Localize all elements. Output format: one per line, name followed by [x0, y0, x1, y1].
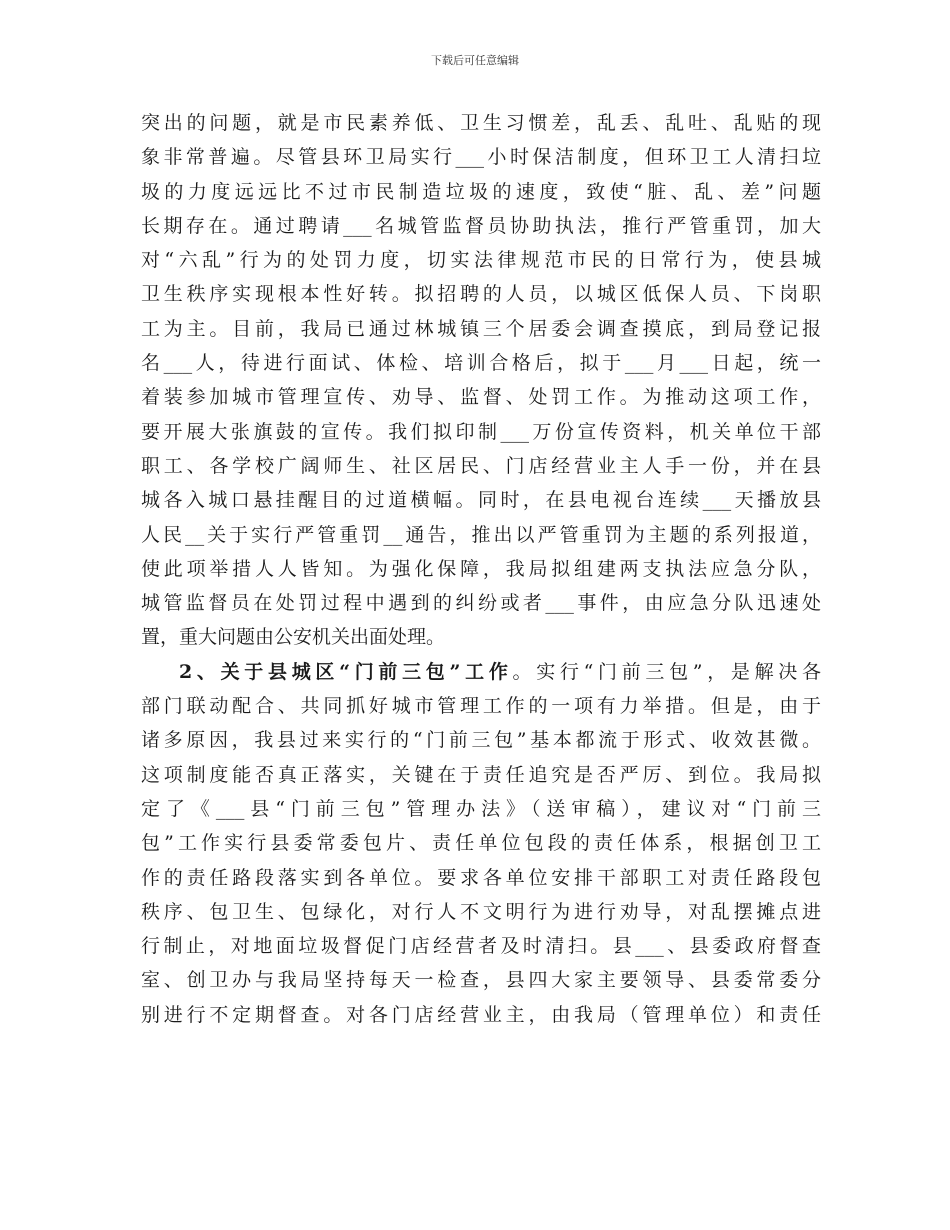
text-line: 要开展大张旗鼓的宣传。我们拟印制___万份宣传资料，机关单位干部 [141, 420, 821, 443]
text-line: 象非常普遍。尽管县环卫局实行___小时保洁制度，但环卫工人清扫垃 [141, 146, 821, 169]
text-line: 诸多原因，我县过来实行的“门前三包”基本都流于形式、收效甚微。 [141, 729, 821, 752]
text-line: 行制止，对地面垃圾督促门店经营者及时清扫。县___、县委政府督查 [141, 935, 821, 958]
text-line: 圾的力度远远比不过市民制造垃圾的速度，致使“脏、乱、差”问题 [141, 180, 821, 203]
text-line: 秩序、包卫生、包绿化，对行人不文明行为进行劝导，对乱摆摊点进 [141, 900, 821, 923]
text-line: 职工、各学校广阔师生、社区居民、门店经营业主人手一份，并在县 [141, 454, 821, 477]
text-line: 名___人，待进行面试、体检、培训合格后，拟于___月___日起，统一 [141, 352, 821, 375]
text-line: 城各入城口悬挂醒目的过道横幅。同时，在县电视台连续___天播放县 [141, 489, 821, 512]
text-span: 。实行“门前三包”，是解决各 [512, 660, 821, 683]
text-line: 城管监督员在处罚过程中遇到的纠纷或者___事件，由应急分队迅速处 [141, 592, 821, 615]
document-body [141, 106, 821, 1032]
text-line: 人民__关于实行严管重罚__通告，推出以严管重罚为主题的系列报道， [141, 523, 821, 546]
text-line: 突出的问题，就是市民素养低、卫生习惯差，乱丢、乱吐、乱贴的现 [141, 112, 821, 134]
text-line: 使此项举措人人皆知。为强化保障，我局拟组建两支执法应急分队， [141, 557, 821, 580]
text-line: 置，重大问题由公安机关出面处理。 [141, 626, 446, 649]
section-heading: 2、关于县城区“门前三包”工作 [179, 660, 513, 683]
text-line: 部门联动配合、共同抓好城市管理工作的一项有力举措。但是，由于 [141, 695, 821, 718]
text-line: 工为主。目前，我局已通过林城镇三个居委会调查摸底，到局登记报 [141, 317, 821, 340]
text-line: 长期存在。通过聘请___名城管监督员协助执法，推行严管重罚，加大 [141, 214, 821, 237]
text-line: 这项制度能否真正落实，关键在于责任追究是否严厉、到位。我局拟 [141, 763, 821, 786]
text-line: 着装参加城市管理宣传、劝导、监督、处罚工作。为推动这项工作， [141, 386, 821, 409]
paragraph-1 [141, 106, 821, 655]
text-line: 包”工作实行县委常委包片、责任单位包段的责任体系，根据创卫工 [141, 832, 821, 855]
text-line [141, 655, 821, 689]
paragraph-2 [141, 655, 821, 1032]
page-header: 下载后可任意编辑 [431, 54, 519, 67]
text-line: 作的责任路段落实到各单位。要求各单位安排干部职工对责任路段包 [141, 866, 821, 889]
text-line: 对“六乱”行为的处罚力度，切实法律规范市民的日常行为，使县城 [141, 249, 821, 272]
text-line: 别进行不定期督查。对各门店经营业主，由我局（管理单位）和责任 [141, 1003, 821, 1026]
text-line: 室、创卫办与我局坚持每天一检查，县四大家主要领导、县委常委分 [141, 969, 821, 992]
text-line: 定了《___县“门前三包”管理办法》（送审稿），建议对“门前三 [141, 797, 821, 820]
text-line: 卫生秩序实现根本性好转。拟招聘的人员，以城区低保人员、下岗职 [141, 283, 821, 306]
